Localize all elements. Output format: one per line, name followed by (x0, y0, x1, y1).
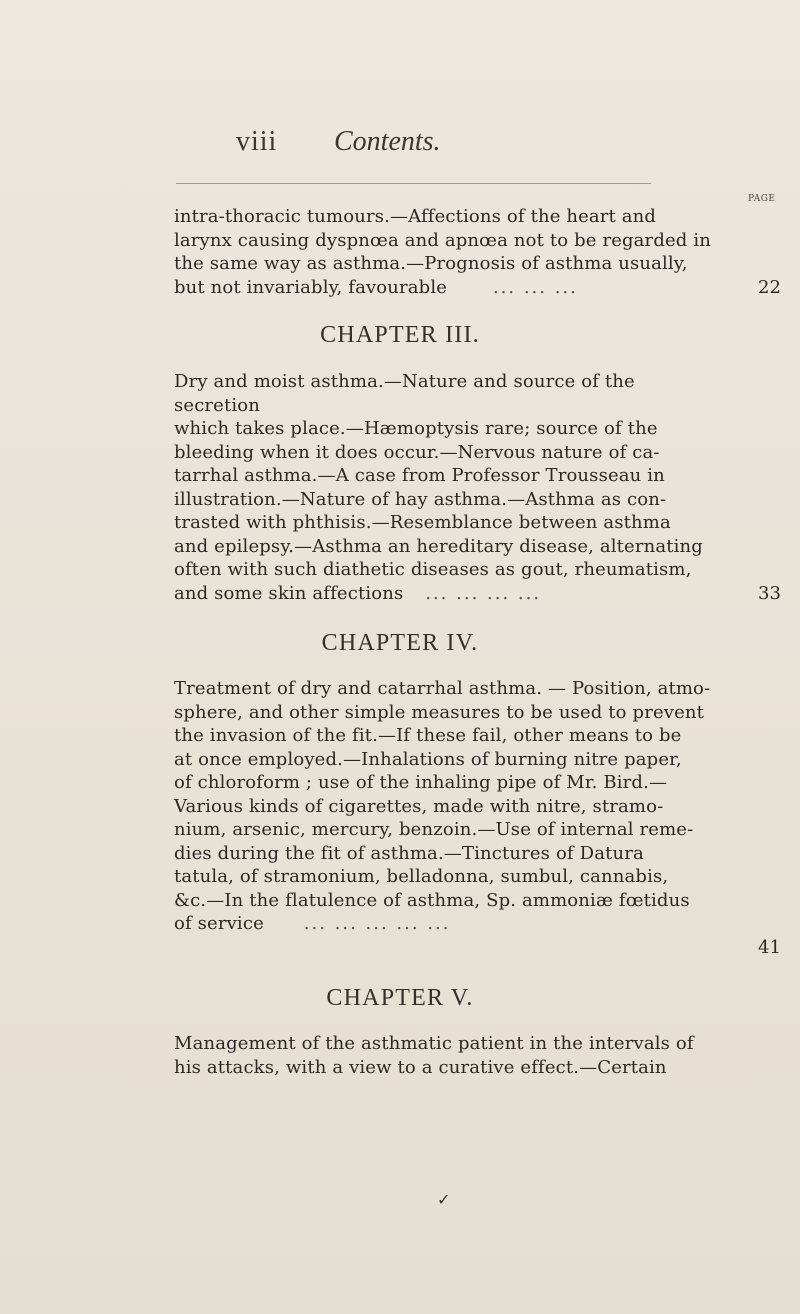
entry-line: sphere, and other simple measures to be used to prevent (174, 701, 705, 723)
entry-last-text: but not invariably, favourable (174, 276, 448, 298)
entry-last-line (174, 276, 724, 300)
page-column-label: PAGE (748, 194, 776, 204)
entry-line: which takes place.—Hæmoptysis rare; source of the (174, 418, 658, 439)
entry-line: his attacks, with a view to a curative effect.—Certain (174, 1056, 667, 1078)
entry-line: tarrhal asthma.—A case from Professor Trousseau in (174, 465, 665, 486)
chapter-heading-iv: CHAPTER IV. (321, 630, 479, 656)
contents-entry-continuation (174, 205, 724, 299)
folio-number: viii (236, 126, 278, 157)
entry-last-text: and some skin affections (174, 582, 404, 604)
chapter-heading-iii: CHAPTER III. (320, 322, 480, 348)
contents-entry-chapter-iv (174, 677, 724, 936)
entry-line: nium, arsenic, mercury, benzoin.—Use of internal reme- (174, 819, 694, 840)
entry-line: the invasion of the fit.—If these fail, other means to be (174, 725, 682, 746)
page-number: 33 (758, 582, 781, 604)
entry-line: Treatment of dry and catarrhal asthma. — Position, atmo- (174, 678, 711, 699)
entry-line: Various kinds of cigarettes, made with nitre, stramo- (174, 795, 664, 817)
entry-last-line (174, 912, 724, 936)
entry-last-text: of service (174, 913, 264, 934)
contents-entry-chapter-v (174, 1032, 724, 1079)
entry-line: &c.—In the flatulence of asthma, Sp. ammoniæ fœtidus (174, 889, 690, 911)
ink-fleck: ✓ (437, 1190, 451, 1209)
entry-last-line (174, 582, 724, 606)
entry-line: larynx causing dyspnœa and apnœa not to be regarded in (174, 229, 711, 251)
header-rule (176, 183, 651, 184)
entry-line: often with such diathetic diseases as gout, rheumatism, (174, 559, 692, 580)
page-number: 41 (758, 936, 781, 958)
entry-line: intra-thoracic tumours.—Affections of the heart and (174, 206, 657, 227)
entry-line: trasted with phthisis.—Resemblance between asthma (174, 512, 671, 533)
entry-line: Management of the asthmatic patient in the intervals of (174, 1033, 694, 1054)
contents-entry-chapter-iii (174, 370, 724, 605)
dot-leaders: ... ... ... ... (425, 582, 542, 604)
entry-line: the same way as asthma.—Prognosis of asthma usually, (174, 253, 688, 274)
entry-line: at once employed.—Inhalations of burning nitre paper, (174, 748, 682, 770)
dot-leaders: ... ... ... ... ... (303, 913, 451, 934)
entry-line: bleeding when it does occur.—Nervous nature of ca- (174, 441, 660, 463)
entry-line: and epilepsy.—Asthma an hereditary disease, alternating (174, 535, 703, 557)
running-title: Contents. (334, 126, 441, 157)
entry-line: Dry and moist asthma.—Nature and source of the secretion (174, 371, 635, 416)
entry-line: dies during the fit of asthma.—Tinctures of Datura (174, 842, 644, 864)
entry-line: tatula, of stramonium, belladonna, sumbul, cannabis, (174, 866, 669, 887)
entry-line: illustration.—Nature of hay asthma.—Asthma as con- (174, 488, 667, 510)
dot-leaders: ... ... ... (492, 276, 578, 298)
page-number: 22 (758, 276, 781, 298)
chapter-heading-v: CHAPTER V. (326, 985, 474, 1011)
entry-line: of chloroform ; use of the inhaling pipe of Mr. Bird.— (174, 772, 668, 793)
